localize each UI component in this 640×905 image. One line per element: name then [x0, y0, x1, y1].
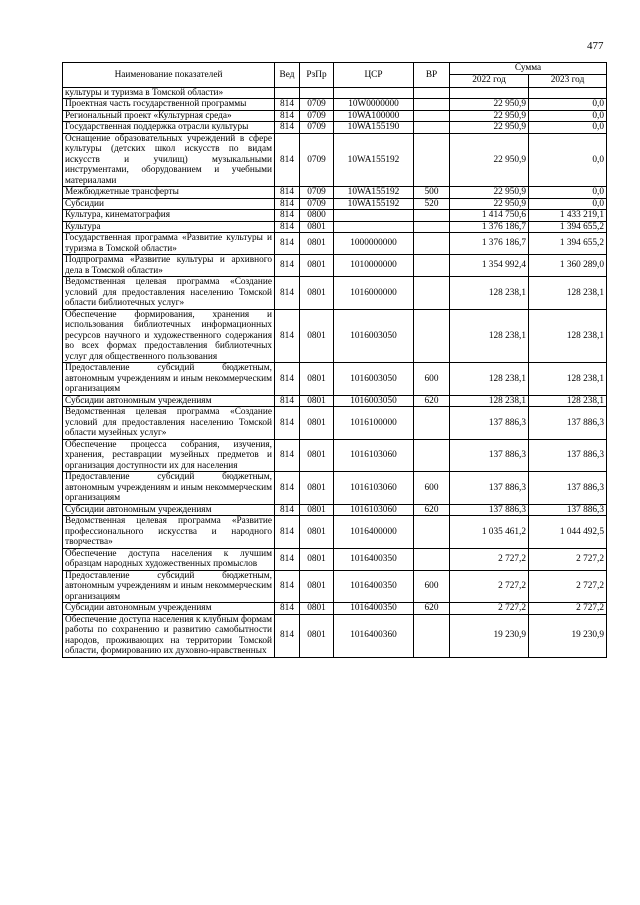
row-csr: 1016003050 — [334, 395, 414, 407]
table-row — [63, 110, 607, 122]
row-rzpr: 0801 — [300, 233, 334, 255]
row-csr: 1010000000 — [334, 255, 414, 277]
row-name: Государственная поддержка отрасли культуры — [63, 122, 275, 134]
row-csr: 1016400360 — [334, 614, 414, 657]
row-rzpr: 0801 — [300, 395, 334, 407]
row-vr: 620 — [414, 504, 450, 516]
row-rzpr: 0801 — [300, 548, 334, 570]
row-sum-2023: 128 238,1 — [529, 309, 607, 363]
header-vr: ВР — [414, 63, 450, 88]
row-vr — [414, 99, 450, 111]
row-name: Ведомственная целевая программа «Создание условий для предоставления населению Томской области библиотечных услуг» — [63, 277, 275, 310]
row-ved: 814 — [275, 548, 300, 570]
table-row — [63, 439, 607, 472]
row-ved: 814 — [275, 110, 300, 122]
row-name: Региональный проект «Культурная среда» — [63, 110, 275, 122]
header-sum: Сумма — [450, 63, 607, 75]
table-row — [63, 395, 607, 407]
row-name: Межбюджетные трансферты — [63, 187, 275, 199]
row-csr: 10W0000000 — [334, 99, 414, 111]
row-rzpr: 0801 — [300, 363, 334, 396]
row-sum-2022: 19 230,9 — [450, 614, 529, 657]
row-rzpr: 0709 — [300, 133, 334, 187]
row-ved: 814 — [275, 99, 300, 111]
row-sum-2023: 2 727,2 — [529, 570, 607, 603]
table-row — [63, 87, 607, 99]
row-sum-2022: 22 950,9 — [450, 133, 529, 187]
row-sum-2023: 0,0 — [529, 133, 607, 187]
table-row — [63, 233, 607, 255]
row-rzpr: 0801 — [300, 439, 334, 472]
table-row — [63, 122, 607, 134]
row-sum-2022: 1 414 750,6 — [450, 210, 529, 222]
table-row — [63, 198, 607, 210]
row-rzpr: 0801 — [300, 407, 334, 440]
row-sum-2022: 128 238,1 — [450, 363, 529, 396]
row-sum-2022: 22 950,9 — [450, 110, 529, 122]
row-sum-2023: 1 360 289,0 — [529, 255, 607, 277]
table-row — [63, 133, 607, 187]
table-row — [63, 99, 607, 111]
row-csr: 1016103060 — [334, 504, 414, 516]
row-ved: 814 — [275, 439, 300, 472]
row-sum-2022 — [450, 87, 529, 99]
row-vr — [414, 255, 450, 277]
row-sum-2022: 2 727,2 — [450, 548, 529, 570]
row-sum-2022: 1 376 186,7 — [450, 233, 529, 255]
table-row — [63, 309, 607, 363]
row-name: Обеспечение доступа населения к клубным формам работы по сохранению и развитию самобытности народов, проживающих на территории Томской области, формированию их духовно-нравственных — [63, 614, 275, 657]
row-rzpr: 0801 — [300, 221, 334, 233]
row-vr: 600 — [414, 363, 450, 396]
table-row — [63, 516, 607, 549]
row-vr — [414, 233, 450, 255]
row-csr: 10WA155192 — [334, 133, 414, 187]
row-csr: 1000000000 — [334, 233, 414, 255]
row-ved: 814 — [275, 407, 300, 440]
row-ved: 814 — [275, 504, 300, 516]
row-csr: 1016100000 — [334, 407, 414, 440]
row-ved: 814 — [275, 133, 300, 187]
row-name: Ведомственная целевая программа «Создание условий для предоставления населению Томской области музейных услуг» — [63, 407, 275, 440]
row-vr — [414, 516, 450, 549]
header-rzpr: РзПр — [300, 63, 334, 88]
row-vr — [414, 439, 450, 472]
row-sum-2023: 0,0 — [529, 187, 607, 199]
row-sum-2022: 22 950,9 — [450, 187, 529, 199]
row-vr: 520 — [414, 198, 450, 210]
row-vr — [414, 277, 450, 310]
row-vr — [414, 210, 450, 222]
row-vr — [414, 133, 450, 187]
row-sum-2022: 137 886,3 — [450, 472, 529, 505]
row-ved: 814 — [275, 255, 300, 277]
row-vr — [414, 110, 450, 122]
row-ved: 814 — [275, 472, 300, 505]
table-header — [63, 63, 607, 88]
row-sum-2023: 0,0 — [529, 122, 607, 134]
row-rzpr: 0709 — [300, 110, 334, 122]
row-sum-2023: 137 886,3 — [529, 504, 607, 516]
row-name: Культура, кинематография — [63, 210, 275, 222]
row-name: Обеспечение доступа населения к лучшим образцам народных художественных промыслов — [63, 548, 275, 570]
table-body — [63, 87, 607, 657]
row-vr — [414, 407, 450, 440]
row-sum-2023: 19 230,9 — [529, 614, 607, 657]
row-rzpr: 0801 — [300, 472, 334, 505]
row-rzpr: 0801 — [300, 614, 334, 657]
row-name: Государственная программа «Развитие культуры и туризма в Томской области» — [63, 233, 275, 255]
table-row — [63, 472, 607, 505]
row-vr: 620 — [414, 603, 450, 615]
header-2022: 2022 год — [450, 74, 529, 87]
row-sum-2022: 137 886,3 — [450, 439, 529, 472]
row-vr — [414, 309, 450, 363]
row-rzpr: 0800 — [300, 210, 334, 222]
row-sum-2023: 0,0 — [529, 110, 607, 122]
row-rzpr — [300, 87, 334, 99]
row-vr — [414, 221, 450, 233]
row-name: Предоставление субсидий бюджетным, автономным учреждениям и иным некоммерческим организациям — [63, 570, 275, 603]
table-row — [63, 407, 607, 440]
row-sum-2023: 1 394 655,2 — [529, 233, 607, 255]
row-ved: 814 — [275, 187, 300, 199]
row-sum-2023: 1 433 219,1 — [529, 210, 607, 222]
row-vr: 600 — [414, 570, 450, 603]
row-rzpr: 0801 — [300, 504, 334, 516]
row-name: Субсидии автономным учреждениям — [63, 603, 275, 615]
header-name: Наименование показателей — [63, 63, 275, 88]
row-sum-2022: 22 950,9 — [450, 122, 529, 134]
row-vr — [414, 548, 450, 570]
row-name: Субсидии автономным учреждениям — [63, 504, 275, 516]
row-sum-2022: 137 886,3 — [450, 407, 529, 440]
row-csr: 1016003050 — [334, 363, 414, 396]
row-ved: 814 — [275, 395, 300, 407]
table-row — [63, 603, 607, 615]
row-ved: 814 — [275, 277, 300, 310]
row-rzpr: 0801 — [300, 309, 334, 363]
table-row — [63, 277, 607, 310]
row-sum-2023: 2 727,2 — [529, 603, 607, 615]
row-csr: 1016103060 — [334, 439, 414, 472]
row-csr — [334, 210, 414, 222]
row-ved — [275, 87, 300, 99]
row-vr: 620 — [414, 395, 450, 407]
budget-table — [62, 62, 607, 658]
row-csr: 1016400350 — [334, 570, 414, 603]
table-row — [63, 210, 607, 222]
table-row — [63, 504, 607, 516]
table-row — [63, 221, 607, 233]
row-sum-2022: 2 727,2 — [450, 603, 529, 615]
table-row — [63, 255, 607, 277]
table-row — [63, 187, 607, 199]
row-name: Оснащение образовательных учреждений в сфере культуры (детских школ искусств по видам искусств и училищ) музыкальными инструментами, оборудованием и учебными материалами — [63, 133, 275, 187]
table-row — [63, 570, 607, 603]
row-ved: 814 — [275, 198, 300, 210]
row-ved: 814 — [275, 233, 300, 255]
row-ved: 814 — [275, 603, 300, 615]
row-name: Обеспечение формирования, хранения и использования библиотечных информационных ресурсов научного и художественного содержания во всех формах предоставления библиотечных услуг для общественного пользования — [63, 309, 275, 363]
row-rzpr: 0801 — [300, 603, 334, 615]
row-csr: 1016000000 — [334, 277, 414, 310]
table-row — [63, 548, 607, 570]
row-sum-2023: 1 394 655,2 — [529, 221, 607, 233]
row-rzpr: 0801 — [300, 255, 334, 277]
row-sum-2022: 137 886,3 — [450, 504, 529, 516]
row-sum-2023: 128 238,1 — [529, 395, 607, 407]
row-csr: 1016400350 — [334, 603, 414, 615]
row-ved: 814 — [275, 221, 300, 233]
row-rzpr: 0801 — [300, 516, 334, 549]
row-name: Субсидии автономным учреждениям — [63, 395, 275, 407]
row-csr: 10WA155190 — [334, 122, 414, 134]
table-row — [63, 614, 607, 657]
row-csr: 1016003050 — [334, 309, 414, 363]
row-sum-2023: 0,0 — [529, 99, 607, 111]
row-ved: 814 — [275, 570, 300, 603]
row-name: Проектная часть государственной программы — [63, 99, 275, 111]
row-name: культуры и туризма в Томской области» — [63, 87, 275, 99]
row-sum-2022: 22 950,9 — [450, 99, 529, 111]
header-ved: Вед — [275, 63, 300, 88]
row-rzpr: 0709 — [300, 187, 334, 199]
row-sum-2023 — [529, 87, 607, 99]
row-csr — [334, 87, 414, 99]
row-csr — [334, 221, 414, 233]
row-sum-2022: 128 238,1 — [450, 395, 529, 407]
header-csr: ЦСР — [334, 63, 414, 88]
row-name: Культура — [63, 221, 275, 233]
row-name: Обеспечение процесса собрания, изучения, хранения, реставрации музейных предметов и организация доступности их для населения — [63, 439, 275, 472]
row-rzpr: 0709 — [300, 122, 334, 134]
row-sum-2022: 1 354 992,4 — [450, 255, 529, 277]
row-sum-2023: 137 886,3 — [529, 407, 607, 440]
row-sum-2023: 128 238,1 — [529, 277, 607, 310]
header-2023: 2023 год — [529, 74, 607, 87]
row-vr — [414, 87, 450, 99]
row-sum-2022: 128 238,1 — [450, 309, 529, 363]
row-vr — [414, 122, 450, 134]
row-sum-2023: 1 044 492,5 — [529, 516, 607, 549]
row-ved: 814 — [275, 210, 300, 222]
row-sum-2023: 137 886,3 — [529, 439, 607, 472]
row-ved: 814 — [275, 516, 300, 549]
row-ved: 814 — [275, 122, 300, 134]
row-csr: 10WA155192 — [334, 187, 414, 199]
row-rzpr: 0709 — [300, 99, 334, 111]
row-sum-2023: 128 238,1 — [529, 363, 607, 396]
row-sum-2023: 2 727,2 — [529, 548, 607, 570]
row-rzpr: 0709 — [300, 198, 334, 210]
row-csr: 1016400000 — [334, 516, 414, 549]
row-ved: 814 — [275, 614, 300, 657]
row-name: Субсидии — [63, 198, 275, 210]
row-ved: 814 — [275, 363, 300, 396]
row-sum-2022: 1 035 461,2 — [450, 516, 529, 549]
row-vr — [414, 614, 450, 657]
row-csr: 1016400350 — [334, 548, 414, 570]
row-csr: 10WA100000 — [334, 110, 414, 122]
row-name: Ведомственная целевая программа «Развитие профессионального искусства и народного творчества» — [63, 516, 275, 549]
row-sum-2022: 128 238,1 — [450, 277, 529, 310]
row-sum-2023: 137 886,3 — [529, 472, 607, 505]
row-name: Предоставление субсидий бюджетным, автономным учреждениям и иным некоммерческим организациям — [63, 472, 275, 505]
row-name: Предоставление субсидий бюджетным, автономным учреждениям и иным некоммерческим организациям — [63, 363, 275, 396]
row-rzpr: 0801 — [300, 570, 334, 603]
page-number: 477 — [587, 40, 604, 52]
row-name: Подпрограмма «Развитие культуры и архивного дела в Томской области» — [63, 255, 275, 277]
row-rzpr: 0801 — [300, 277, 334, 310]
row-csr: 10WA155192 — [334, 198, 414, 210]
row-sum-2022: 1 376 186,7 — [450, 221, 529, 233]
row-ved: 814 — [275, 309, 300, 363]
row-csr: 1016103060 — [334, 472, 414, 505]
row-sum-2022: 22 950,9 — [450, 198, 529, 210]
table-row — [63, 363, 607, 396]
row-sum-2022: 2 727,2 — [450, 570, 529, 603]
row-vr: 600 — [414, 472, 450, 505]
row-sum-2023: 0,0 — [529, 198, 607, 210]
row-vr: 500 — [414, 187, 450, 199]
